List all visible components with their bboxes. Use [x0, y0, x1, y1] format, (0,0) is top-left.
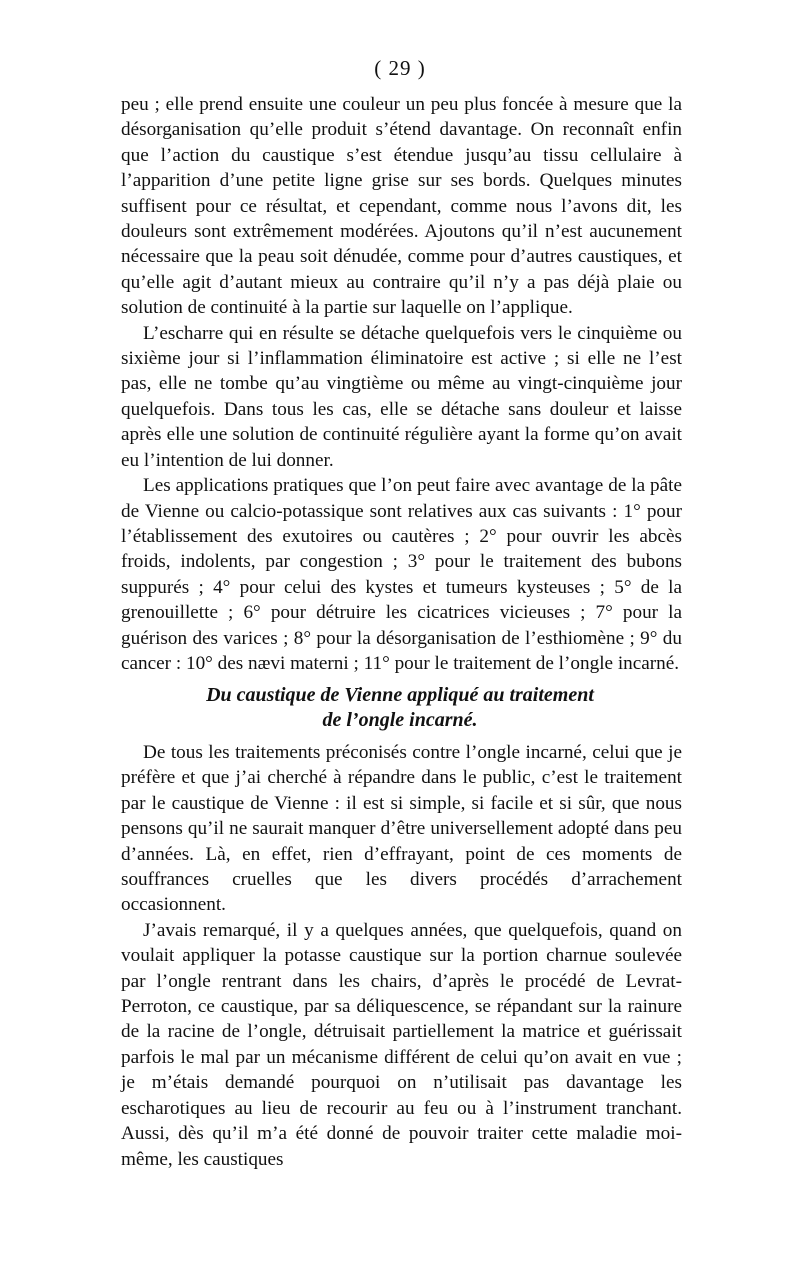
paragraph: peu ; elle prend ensuite une couleur un peu plus foncée à mesure que la désorganisation qu’elle produit s’étend davantage. On reconnaît enfin que l’action du caustique s’est étendue jusqu’au tissu cellulaire à l’apparition d’une petite ligne grise sur ses bords. Quelques minutes suffisent pour ce résultat, et cependant, comme nous l’avons dit, les douleurs sont extrêmement modérées. Ajoutons qu’il n’est aucunement nécessaire que la peau soit dénudée, comme pour d’autres caustiques, et qu’elle agit d’autant mieux au contraire qu’il n’y a pas déjà plaie ou solution de continuité à la partie sur laquelle on l’applique. — [121, 94, 682, 319]
paragraph: J’avais remarqué, il y a quelques années, que quelquefois, quand on voulait appliquer la potasse caustique sur la portion charnue soulevée par l’ongle rentrant dans les chairs, d’après le procédé de Levrat-Perroton, ce caustique, par sa déliquescence, se répandant sur la rainure de la racine de l’ongle, détruisait partiellement la matrice et guérissait parfois le mal par un mécanisme différent de celui qu’on avait en vue ; je m’étais demandé pourquoi on n’utilisait pas davantage les escharotiques au lieu de recourir au feu ou à l’instrument tranchant. Aussi, dès qu’il m’a été donné de pouvoir traiter cette maladie moi-même, les caustiques — [121, 919, 682, 1170]
paragraph: Les applications pratiques que l’on peut faire avec avantage de la pâte de Vienne ou calcio-potassique sont relatives aux cas suivants : 1° pour l’établissement des exutoires ou cautères ; 2° pour ouvrir les abcès froids, indolents, par congestion ; 3° pour le traitement des bubons suppurés ; 4° pour celui des kystes et tumeurs kysteuses ; 5° de la grenouillette ; 6° pour détruire les cicatrices vicieuses ; 7° pour la guérison des varices ; 8° pour la désorganisation de l’esthiomène ; 9° du cancer : 10° des nævi materni ; 11° pour le traitement de l’ongle incarné. — [121, 475, 682, 674]
paragraph: De tous les traitements préconisés contre l’ongle incarné, celui que je préfère et que j’ai cherché à répandre dans le public, c’est le traitement par le caustique de Vienne : il est si simple, si facile et si sûr, que nous pensons qu’il ne saurait manquer d’être universellement adopté dans peu d’années. Là, en effet, rien d’effrayant, point de ces moments de souffrances cruelles que les divers procédés d’arrachement occasionnent. — [121, 742, 682, 916]
page-number: ( 29 ) — [374, 56, 426, 80]
body-text-upper — [121, 92, 682, 676]
section-heading-line-1: Du caustique de Vienne appliqué au traitement — [206, 684, 594, 706]
body-text-lower — [121, 740, 682, 1172]
paragraph: L’escharre qui en résulte se détache quelquefois vers le cinquième ou sixième jour si l’inflammation éliminatoire est active ; si elle ne l’est pas, elle ne tombe qu’au vingtième ou même au vingt-cinquième jour quelquefois. Dans tous les cas, elle se détache sans douleur et laisse après elle une solution de continuité régulière ayant la forme qu’on avait eu l’intention de lui donner. — [121, 322, 682, 471]
section-heading — [150, 683, 650, 733]
section-heading-line-2: de l’ongle incarné. — [322, 709, 478, 731]
